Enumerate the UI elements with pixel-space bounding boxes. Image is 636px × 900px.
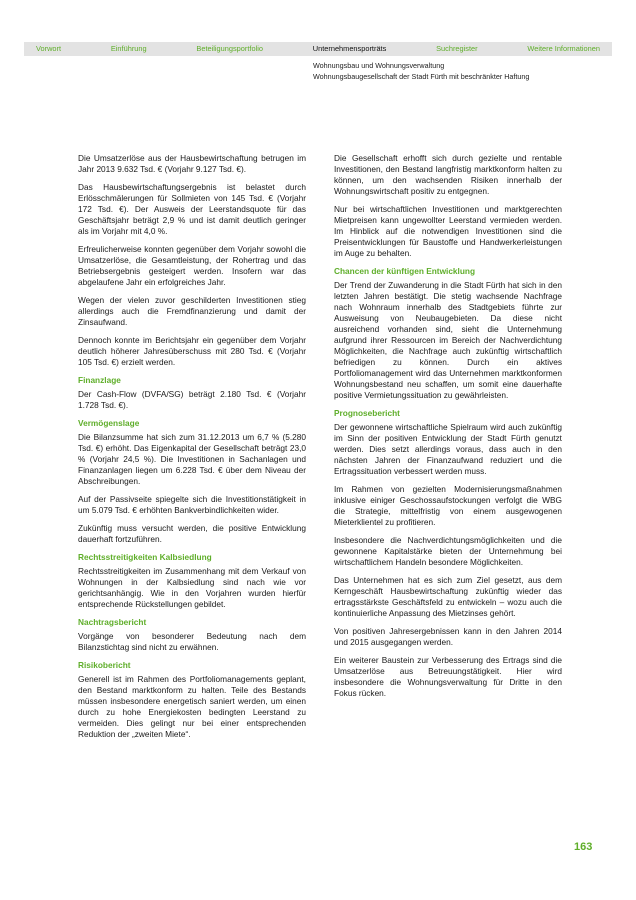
nav-item-unternehmensportraets[interactable]: Unternehmensporträts xyxy=(312,44,387,53)
paragraph: Dennoch konnte im Berichtsjahr ein gegenüber dem Vorjahr deutlich höherer Jahresüberschuss mit 280 Tsd. € (Vorjahr 105 Tsd. €) erzielt werden. xyxy=(78,335,306,367)
right-column xyxy=(334,153,562,706)
subtitle-line-2: Wohnungsbaugesellschaft der Stadt Fürth mit beschränkter Haftung xyxy=(313,72,530,81)
paragraph: Der Trend der Zuwanderung in die Stadt Fürth hat sich in den letzten Jahren bestätigt. Die stetig wachsende Nachfrage nach Wohnraum innerhalb des Stadtgebiets führte zur Ausweisung von Neubaugebieten. Da diese nicht ausreichend vorhanden sind, sieht die Unternehmung aufgrund ihrer Ressourcen im Bereich der Nachverdichtung Möglichkeiten, die Nachfrage auch zukünftig wirtschaftlich befriedigen zu können. Durch ein aktives Portfoliomanagement wird das Unternehmen marktkonformen Wohnungsbestand neu schaffen, um somit eine dauerhafte positive Vermietungssituation zu gewährleisten. xyxy=(334,280,562,400)
nav-item-vorwort[interactable]: Vorwort xyxy=(36,44,62,53)
paragraph: Der gewonnene wirtschaftliche Spielraum wird auch zukünftig im Sinn der positiven Entwicklung der Stadt Fürth genutzt werden. Dies setzt allerdings voraus, dass auch in den nächsten Jahren der Finanzaufwand reduziert und die Ertragssituation verbessert werden muss. xyxy=(334,422,562,476)
left-column xyxy=(78,153,306,747)
paragraph: Das Unternehmen hat es sich zum Ziel gesetzt, aus dem Kerngeschäft Hausbewirtschaftung zukünftig wieder das ertragsstärkste Geschäftsfeld zu entwickeln – wozu auch die kontinuierliche Anpassung des Mietzinses gehört. xyxy=(334,575,562,618)
paragraph: Wegen der vielen zuvor geschilderten Investitionen stieg allerdings auch die Fremdfinanzierung und damit der Zinsaufwand. xyxy=(78,295,306,327)
top-navigation xyxy=(24,42,612,56)
paragraph: Von positiven Jahresergebnissen kann in den Jahren 2014 und 2015 ausgegangen werden. xyxy=(334,626,562,647)
subtitle-line-1: Wohnungsbau und Wohnungsverwaltung xyxy=(313,61,445,70)
paragraph: Die Gesellschaft erhofft sich durch gezielte und rentable Investitionen, den Bestand langfristig marktkonform halten zu können, um den wachsenden Risiken innerhalb der Wohnungswirtschaft positiv zu entgegnen. xyxy=(334,153,562,196)
paragraph: Auf der Passivseite spiegelte sich die Investitionstätigkeit in um 5.079 Tsd. € erhöhten Bankverbindlichkeiten wider. xyxy=(78,494,306,515)
paragraph: Der Cash-Flow (DVFA/SG) beträgt 2.180 Tsd. € (Vorjahr 1.728 Tsd. €). xyxy=(78,389,306,410)
section-subtitle xyxy=(313,60,529,82)
paragraph: Im Rahmen von gezielten Modernisierungsmaßnahmen inklusive einiger Geschossaufstockungen verfolgt die WBG die Strategie, mittelfristig von einem ausgewogenen Mieterklientel zu profitieren. xyxy=(334,484,562,527)
paragraph: Das Hausbewirtschaftungsergebnis ist belastet durch Erlösschmälerungen für Sollmieten von 145 Tsd. € (Vorjahr 172 Tsd. €). Der Ausweis der Leerstandsquote für das Geschäftsjahr beträgt 2,9 % und ist damit deutlich geringer als im Vorjahr mit 4,0 %. xyxy=(78,182,306,236)
paragraph: Ein weiterer Baustein zur Verbesserung des Ertrags sind die Umsatzerlöse aus Betreuungstätigkeit. Hier wird insbesondere die Wohnungsverwaltung für Dritte in den Fokus rücken. xyxy=(334,655,562,698)
heading-chancen: Chancen der künftigen Entwicklung xyxy=(334,266,476,276)
heading-rechtsstreitigkeiten: Rechtsstreitigkeiten Kalbsiedlung xyxy=(78,552,212,562)
paragraph: Die Bilanzsumme hat sich zum 31.12.2013 um 6,7 % (5.280 Tsd. €) erhöht. Das Eigenkapital der Gesellschaft beträgt 23,0 % (Vorjahr 24,5 %). Die Investitionen in Sachanlagen und Finanzanlagen liegen um 6.228 Tsd. € über dem Niveau der Abschreibungen. xyxy=(78,432,306,486)
nav-item-beteiligungsportfolio[interactable]: Beteiligungsportfolio xyxy=(196,44,263,53)
nav-item-einfuehrung[interactable]: Einführung xyxy=(110,44,147,53)
heading-finanzlage: Finanzlage xyxy=(78,375,121,385)
heading-vermoegenslage: Vermögenslage xyxy=(78,418,140,428)
paragraph: Vorgänge von besonderer Bedeutung nach dem Bilanzstichtag sind nicht zu erwähnen. xyxy=(78,631,306,652)
paragraph: Die Umsatzerlöse aus der Hausbewirtschaftung betrugen im Jahr 2013 9.632 Tsd. € (Vorjahr 9.127 Tsd. €). xyxy=(78,153,306,174)
paragraph: Generell ist im Rahmen des Portfoliomanagements geplant, den Bestand marktkonform zu halten. Teile des Bestands müssen insbesondere energetisch saniert werden, um einen durch zu hohe Energiekosten bedingten Leerstand zu vermeiden. Dies gelingt nur bei einer entsprechenden Reduktion der „zweiten Miete“. xyxy=(78,674,306,739)
heading-risikobericht: Risikobericht xyxy=(78,660,131,670)
heading-nachtragsbericht: Nachtragsbericht xyxy=(78,617,147,627)
paragraph: Nur bei wirtschaftlichen Investitionen und marktgerechten Mietpreisen kann ungewollter Leerstand vermieden werden. Im Hinblick auf die notwendigen Investitionen sind die Preisentwicklungen für Baustoffe und Handwerkerleistungen im Auge zu behalten. xyxy=(334,204,562,258)
paragraph: Erfreulicherweise konnten gegenüber dem Vorjahr sowohl die Umsatzerlöse, die Gesamtleistung, der Rohertrag und das Betriebsergebnis gesteigert werden. Insofern war das abgelaufene Jahr ein erfolgreiches Jahr. xyxy=(78,244,306,287)
paragraph: Rechtsstreitigkeiten im Zusammenhang mit dem Verkauf von Wohnungen in der Kalbsiedlung sind nach wie vor gerichtsanhängig. Wie in den Vorjahren wurden hierfür entsprechende Rückstellungen gebildet. xyxy=(78,566,306,609)
nav-item-suchregister[interactable]: Suchregister xyxy=(436,44,478,53)
nav-item-weitere-informationen[interactable]: Weitere Informationen xyxy=(527,44,600,53)
paragraph: Zukünftig muss versucht werden, die positive Entwicklung dauerhaft fortzuführen. xyxy=(78,523,306,544)
page-number: 163 xyxy=(574,841,593,853)
heading-prognosebericht: Prognosebericht xyxy=(334,408,400,418)
paragraph: Insbesondere die Nachverdichtungsmöglichkeiten und die gewonnene Kapitalstärke bieten der Unternehmung bei wirtschaftlichem Handeln besondere Möglichkeiten. xyxy=(334,535,562,567)
